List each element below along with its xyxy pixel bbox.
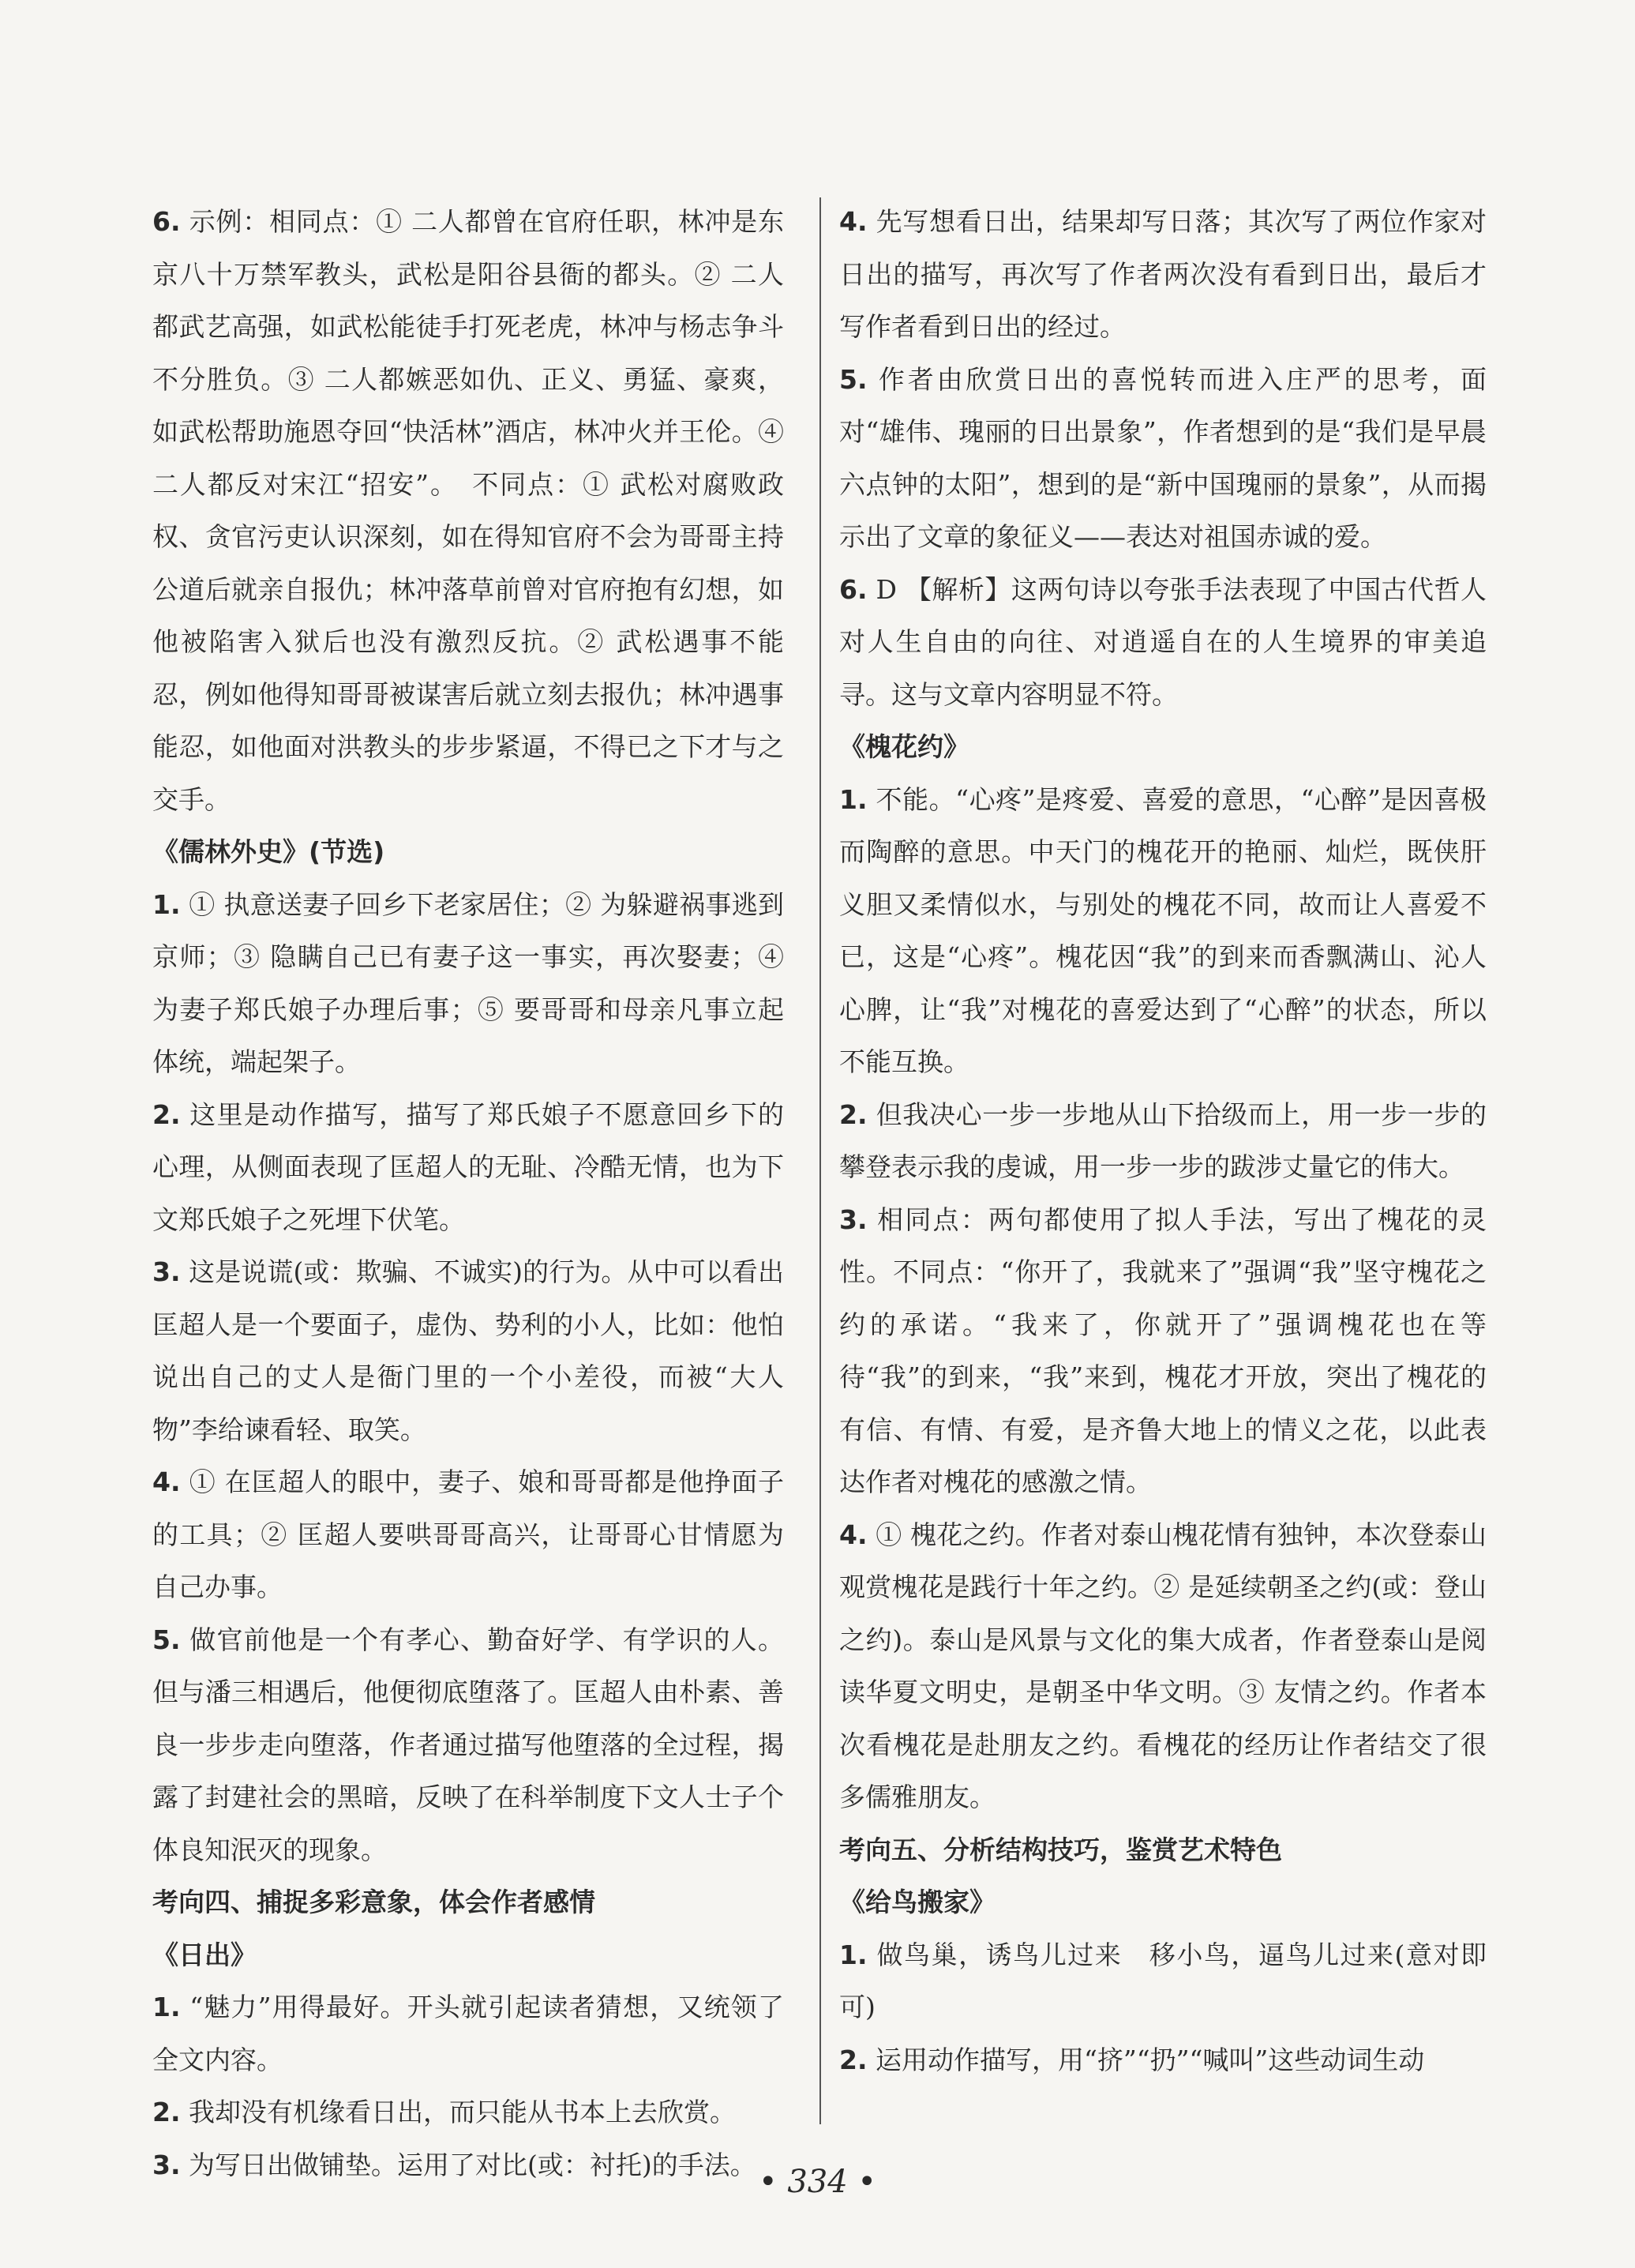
section-heading: 《日出》 xyxy=(152,1939,257,1970)
right-column xyxy=(839,196,1487,2086)
answer-number: 5. xyxy=(839,363,868,395)
section-heading: 《给鸟搬家》 xyxy=(839,1887,996,1917)
answer-number: 2. xyxy=(839,1098,868,1130)
answer-text: 先写想看日出，结果却写日落；其次写了两位作家对日出的描写，再次写了作者两次没有看到日出，最后才写作者看到日出的经过。 xyxy=(839,206,1487,342)
answer-text: 为写日出做铺垫。运用了对比(或：衬托)的手法。 xyxy=(189,2149,756,2180)
answer-text: D 【解析】这两句诗以夸张手法表现了中国古代哲人对人生自由的向往、对逍遥自在的人生境界的审美追寻。这与文章内容明显不符。 xyxy=(839,573,1487,710)
answer-text: 不能。“心疼”是疼爱、喜爱的意思，“心醉”是因喜极而陶醉的意思。中天门的槐花开的艳丽、灿烂，既侠肝义胆又柔情似水，与别处的槐花不同，故而让人喜爱不已，这是“心疼”。槐花因“我”的到来而香飘满山、沁人心脾，让“我”对槐花的喜爱达到了“心醉”的状态，所以不能互换。 xyxy=(839,783,1487,1077)
answer-paragraph xyxy=(839,1194,1487,1509)
answer-text: 作者由欣赏日出的喜悦转而进入庄严的思考，面对“雄伟、瑰丽的日出景象”，作者想到的是“我们是早晨六点钟的太阳”，想到的是“新中国瑰丽的景象”，从而揭示出了文章的象征义——表达对祖国赤诚的爱。 xyxy=(839,363,1487,552)
answer-text: 示例：相同点：① 二人都曾在官府任职，林冲是东京八十万禁军教头，武松是阳谷县衙的都头。② 二人都武艺高强，如武松能徒手打死老虎，林冲与杨志争斗不分胜负。③ 二人都嫉恶如仇、正义、勇猛、豪爽，如武松帮助施恩夺回“快活林”酒店，林冲火并王伦。④ 二人都反对宋江“招安”。 不同点：① 武松对腐败政权、贪官污吏认识深刻，如在得知官府不会为哥哥主持公道后就亲自报仇；林冲落草前曾对官府抱有幻想，如他被陷害入狱后也没有激烈反抗。② 武松遇事不能忍，例如他得知哥哥被谋害后就立刻去报仇；林冲遇事能忍，如他面对洪教头的步步紧逼，不得已之下才与之交手。 xyxy=(152,206,784,815)
answer-text: “魅力”用得最好。开头就引起读者猜想，又统领了全文内容。 xyxy=(152,1992,784,2075)
answer-paragraph xyxy=(152,879,784,1089)
answer-paragraph xyxy=(839,1509,1487,1824)
answer-number: 2. xyxy=(152,1098,181,1130)
answer-paragraph xyxy=(152,2086,784,2139)
answer-number: 3. xyxy=(152,2149,181,2180)
answer-number: 4. xyxy=(839,1519,868,1550)
answer-paragraph xyxy=(152,1089,784,1247)
answer-paragraph xyxy=(839,1929,1487,2034)
answer-text: 这里是动作描写，描写了郑氏娘子不愿意回乡下的心理，从侧面表现了匡超人的无耻、冷酷无情，也为下文郑氏娘子之死埋下伏笔。 xyxy=(152,1098,784,1235)
answer-text: 我却没有机缘看日出，而只能从书本上去欣赏。 xyxy=(189,2097,736,2127)
answer-number: 1. xyxy=(152,888,181,920)
answer-paragraph xyxy=(839,564,1487,722)
answer-number: 5. xyxy=(152,1624,181,1655)
left-column xyxy=(152,196,784,2191)
answer-paragraph xyxy=(152,1456,784,1614)
answer-paragraph xyxy=(839,196,1487,354)
answer-number: 1. xyxy=(839,1939,868,1970)
section-heading: 《儒林外史》(节选) xyxy=(152,836,385,867)
section-heading: 《槐花约》 xyxy=(839,731,969,762)
answer-paragraph xyxy=(152,196,784,826)
answer-paragraph xyxy=(839,774,1487,1089)
answer-number: 3. xyxy=(152,1256,181,1287)
answer-number: 1. xyxy=(839,783,868,815)
answer-paragraph xyxy=(839,2034,1487,2087)
page-number: • 334 • xyxy=(759,2164,876,2200)
answer-number: 2. xyxy=(152,2097,181,2127)
answer-number: 6. xyxy=(839,573,868,605)
answer-number: 4. xyxy=(839,206,868,237)
answer-number: 3. xyxy=(839,1203,868,1235)
answer-text: 做鸟巢，诱鸟儿过来 移小鸟，逼鸟儿过来(意对即可) xyxy=(839,1939,1487,2022)
answer-text: 运用动作描写，用“挤”“扔”“喊叫”这些动词生动 xyxy=(876,2044,1425,2075)
answer-paragraph xyxy=(839,1089,1487,1194)
answer-text: 相同点：两句都使用了拟人手法，写出了槐花的灵性。不同点：“你开了，我就来了”强调“我”坚守槐花之约的承诺。“我来了，你就开了”强调槐花也在等待“我”的到来，“我”来到，槐花才开放，突出了槐花的有信、有情、有爱，是齐鲁大地上的情义之花，以此表达作者对槐花的感激之情。 xyxy=(839,1203,1487,1497)
answer-paragraph xyxy=(152,1614,784,1877)
section-heading: 考向五、分析结构技巧，鉴赏艺术特色 xyxy=(839,1834,1282,1865)
answer-text: ① 执意送妻子回乡下老家居住；② 为躲避祸事逃到京师；③ 隐瞒自己已有妻子这一事实，再次娶妻；④ 为妻子郑氏娘子办理后事；⑤ 要哥哥和母亲凡事立起体统，端起架子。 xyxy=(152,888,784,1077)
column-divider xyxy=(819,197,821,2124)
answer-number: 1. xyxy=(152,1992,181,2022)
answer-paragraph xyxy=(152,1246,784,1456)
answer-text: ① 在匡超人的眼中，妻子、娘和哥哥都是他挣面子的工具；② 匡超人要哄哥哥高兴，让哥哥心甘情愿为自己办事。 xyxy=(152,1466,784,1602)
answer-text: ① 槐花之约。作者对泰山槐花情有独钟，本次登泰山观赏槐花是践行十年之约。② 是延续朝圣之约(或：登山之约)。泰山是风景与文化的集大成者，作者登泰山是阅读华夏文明史，是朝圣中华文明。③ 友情之约。作者本次看槐花是赴朋友之约。看槐花的经历让作者结交了很多儒雅朋友。 xyxy=(839,1519,1487,1812)
answer-text: 做官前他是一个有孝心、勤奋好学、有学识的人。但与潘三相遇后，他便彻底堕落了。匡超人由朴素、善良一步步走向堕落，作者通过描写他堕落的全过程，揭露了封建社会的黑暗，反映了在科举制度下文人士子个体良知泯灭的现象。 xyxy=(152,1624,784,1865)
answer-text: 但我决心一步一步地从山下拾级而上，用一步一步的攀登表示我的虔诚，用一步一步的跋涉丈量它的伟大。 xyxy=(839,1098,1487,1182)
answer-paragraph xyxy=(152,1981,784,2086)
answer-number: 2. xyxy=(839,2044,868,2075)
answer-number: 6. xyxy=(152,206,181,237)
section-heading: 考向四、捕捉多彩意象，体会作者感情 xyxy=(152,1887,595,1917)
answer-text: 这是说谎(或：欺骗、不诚实)的行为。从中可以看出匡超人是一个要面子，虚伪、势利的小人，比如：他怕说出自己的丈人是衙门里的一个小差役，而被“大人物”李给谏看轻、取笑。 xyxy=(152,1256,784,1445)
answer-number: 4. xyxy=(152,1466,181,1497)
answer-paragraph xyxy=(839,354,1487,564)
